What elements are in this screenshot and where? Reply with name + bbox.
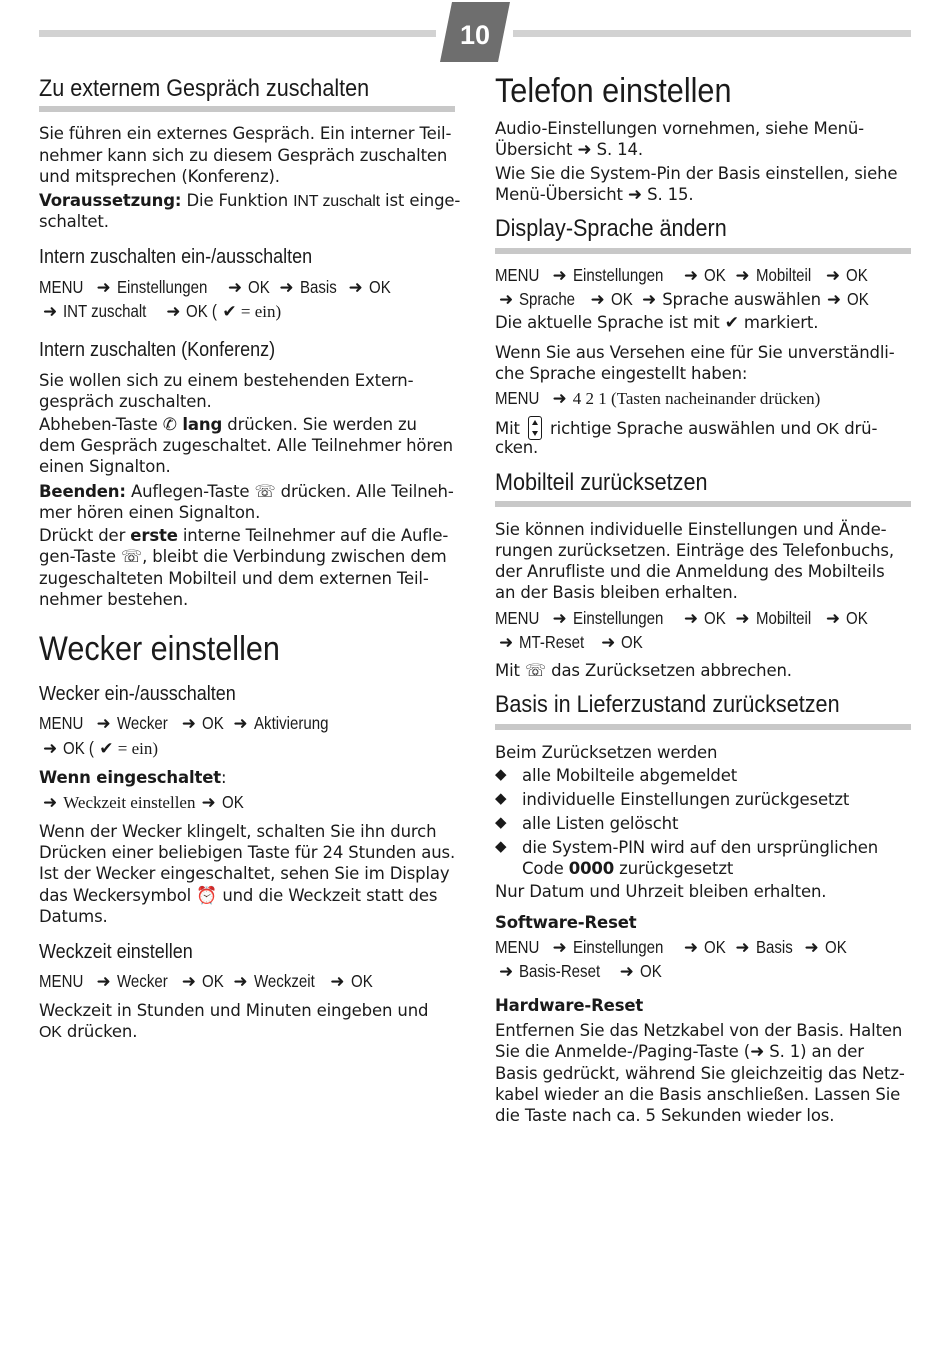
subheading-intern-ein-aus: Intern zuschalten ein-/ausschalten <box>39 246 313 268</box>
menu-path: ➜ Sprache ➜ OK ➜ Sprache auswählen ➜ OK <box>499 289 869 310</box>
para: Nur Datum und Uhrzeit bleiben erhalten. <box>495 882 827 901</box>
menu-path: MENU ➜ Wecker ➜ OK ➜ Aktivierung <box>39 713 329 734</box>
para: einen Signalton. <box>39 457 171 476</box>
hook-off-icon: ✆ <box>162 415 177 435</box>
para: gen-Taste ☏, bleibt die Verbindung zwischen dem <box>39 547 447 567</box>
list-item: ◆ alle Listen gelöscht <box>495 813 679 833</box>
para: und mitsprechen (Konferenz). <box>39 167 280 186</box>
heading-rule <box>495 501 911 507</box>
para: Sie wollen sich zu einem bestehenden Extern- <box>39 371 414 390</box>
arrow-icon: ➜ <box>683 609 699 629</box>
para: Menü-Übersicht ➜ S. 15. <box>495 185 694 205</box>
arrow-icon: ➜ <box>619 962 634 982</box>
arrow-icon: ➜ <box>43 302 58 322</box>
arrow-icon: ➜ <box>43 739 58 759</box>
para: Abheben-Taste ✆ lang drücken. Sie werden zu <box>39 415 417 435</box>
label-wenn-eingeschaltet: Wenn eingeschaltet: <box>39 768 227 787</box>
arrow-icon: ➜ <box>552 389 567 409</box>
heading-extern-zuschalten: Zu externem Gespräch zuschalten <box>39 75 370 102</box>
para: Sie können individuelle Einstellungen und Ände- <box>495 520 887 539</box>
diamond-icon: ◆ <box>495 765 507 783</box>
arrow-icon: ➜ <box>552 266 567 286</box>
para: die Taste nach ca. 5 Sekunden wieder los. <box>495 1106 835 1125</box>
heading-rule <box>495 248 911 254</box>
para: nehmer bestehen. <box>39 590 189 609</box>
menu-path: ➜ MT-Reset ➜ OK <box>499 632 644 653</box>
hook-on-icon: ☏ <box>120 547 143 567</box>
arrow-icon: ➜ <box>683 266 699 286</box>
subheading-wecker-ein-aus: Wecker ein-/ausschalten <box>39 683 236 705</box>
para: der Anrufliste und die Anmeldung des Mobilteils <box>495 562 885 581</box>
para: Basis gedrückt, während Sie gleichzeitig das Netz- <box>495 1064 905 1083</box>
header-rule-left <box>39 30 436 37</box>
label-hardware-reset: Hardware-Reset <box>495 996 644 1015</box>
para: Ist der Wecker eingeschaltet, sehen Sie im Display <box>39 864 450 883</box>
para: das Weckersymbol ⏰ und die Weckzeit statt des <box>39 886 438 906</box>
para: Mit richtige Sprache auswählen und OK drü- <box>495 416 877 440</box>
arrow-icon: ➜ <box>641 290 657 310</box>
check-icon: ✔ <box>99 739 114 759</box>
subheading-weckzeit: Weckzeit einstellen <box>39 941 193 963</box>
arrow-icon: ➜ <box>825 609 841 629</box>
heading-rule <box>39 106 455 112</box>
arrow-icon: ➜ <box>96 714 111 734</box>
menu-path: ➜ OK ( ✔ = ein) <box>43 738 159 759</box>
para: Entfernen Sie das Netzkabel von der Basis. Halten <box>495 1021 903 1040</box>
menu-path: MENU ➜ Wecker ➜ OK ➜ Weckzeit ➜ OK <box>39 971 373 992</box>
subheading-konferenz: Intern zuschalten (Konferenz) <box>39 339 276 361</box>
para: Sie führen ein externes Gespräch. Ein interner Teil- <box>39 124 452 143</box>
arrow-icon: ➜ <box>233 972 248 992</box>
arrow-icon: ➜ <box>601 633 616 653</box>
heading-rule <box>495 724 911 730</box>
menu-path: MENU ➜ 4 2 1 (Tasten nacheinander drücken) <box>495 388 821 409</box>
prerequisite: Voraussetzung: Die Funktion INT zuschalt ist einge- <box>39 191 461 210</box>
arrow-icon: ➜ <box>825 266 841 286</box>
para: gespräch zuschalten. <box>39 392 212 411</box>
heading-display-sprache: Display-Sprache ändern <box>495 215 727 242</box>
para: che Sprache eingestellt haben: <box>495 364 748 383</box>
para: OK drücken. <box>39 1022 138 1041</box>
arrow-icon: ➜ <box>683 938 699 958</box>
heading-wecker: Wecker einstellen <box>39 630 280 668</box>
arrow-icon: ➜ <box>499 290 514 310</box>
arrow-icon: ➜ <box>804 938 819 958</box>
diamond-icon: ◆ <box>495 837 507 855</box>
arrow-icon: ➜ <box>750 1042 765 1062</box>
para: an der Basis bleiben erhalten. <box>495 583 738 602</box>
arrow-icon: ➜ <box>181 972 197 992</box>
menu-path: ➜ Weckzeit einstellen ➜ OK <box>43 792 244 813</box>
para: Datums. <box>39 907 108 926</box>
menu-path: MENU ➜ Einstellungen ➜ OK ➜ Mobilteil ➜ OK <box>495 265 868 286</box>
list-item: ◆ alle Mobilteile abgemeldet <box>495 765 738 785</box>
arrow-icon: ➜ <box>43 793 58 813</box>
arrow-icon: ➜ <box>552 609 567 629</box>
arrow-icon: ➜ <box>181 714 197 734</box>
arrow-icon: ➜ <box>627 185 643 205</box>
para: mer hören einen Signalton. <box>39 503 261 522</box>
diamond-icon: ◆ <box>495 813 507 831</box>
heading-telefon-einstellen: Telefon einstellen <box>495 72 732 110</box>
header-rule-right <box>513 30 911 37</box>
arrow-icon: ➜ <box>735 609 750 629</box>
para: Audio-Einstellungen vornehmen, siehe Menü- <box>495 119 864 138</box>
check-icon: ✔ <box>222 302 237 322</box>
list-item: ◆ die System-PIN wird auf den ursprünglichen Code 0000 zurückgesetzt <box>495 837 879 878</box>
para: zugeschalteten Mobilteil und dem externen Teil- <box>39 569 429 588</box>
arrow-icon: ➜ <box>201 793 216 813</box>
hook-on-icon: ☏ <box>524 661 547 681</box>
para: Weckzeit in Stunden und Minuten eingeben und <box>39 1001 429 1020</box>
diamond-icon: ◆ <box>495 789 507 807</box>
arrow-icon: ➜ <box>577 140 592 160</box>
para: schaltet. <box>39 212 109 231</box>
para: cken. <box>495 438 539 457</box>
para: Die aktuelle Sprache ist mit ✔ markiert. <box>495 313 819 333</box>
menu-path: ➜ Basis-Reset ➜ OK <box>499 961 662 982</box>
para: Drückt der erste interne Teilnehmer auf die Aufle- <box>39 526 449 545</box>
para: Übersicht ➜ S. 14. <box>495 140 643 160</box>
para: Mit ☏ das Zurücksetzen abbrechen. <box>495 661 792 681</box>
alarm-clock-icon: ⏰ <box>196 886 218 906</box>
arrow-icon: ➜ <box>348 278 363 298</box>
menu-path: MENU ➜ Einstellungen ➜ OK ➜ Basis ➜ OK <box>495 937 847 958</box>
arrow-icon: ➜ <box>735 938 750 958</box>
para: Drücken einer beliebigen Taste für 24 Stunden aus. <box>39 843 456 862</box>
arrow-icon: ➜ <box>590 290 605 310</box>
arrow-icon: ➜ <box>166 302 181 322</box>
check-icon: ✔ <box>724 313 739 333</box>
menu-path: MENU ➜ Einstellungen ➜ OK ➜ Basis ➜ OK <box>39 277 391 298</box>
heading-basis-reset: Basis in Lieferzustand zurücksetzen <box>495 691 840 718</box>
arrow-icon: ➜ <box>233 714 248 734</box>
para: dem Gespräch zugeschaltet. Alle Teilnehmer hören <box>39 436 453 455</box>
page-number-badge <box>440 2 510 62</box>
page-number: 10 <box>459 20 491 50</box>
para: Wie Sie die System-Pin der Basis einstellen, siehe <box>495 164 898 183</box>
hook-on-icon: ☏ <box>254 482 276 502</box>
arrow-icon: ➜ <box>227 278 243 298</box>
arrow-icon: ➜ <box>826 290 842 310</box>
para: Beim Zurücksetzen werden <box>495 743 718 762</box>
label-software-reset: Software-Reset <box>495 913 637 932</box>
arrow-icon: ➜ <box>330 972 345 992</box>
para: Wenn der Wecker klingelt, schalten Sie ihn durch <box>39 822 437 841</box>
para: nehmer kann sich zu diesem Gespräch zuschalten <box>39 146 448 165</box>
menu-path: MENU ➜ Einstellungen ➜ OK ➜ Mobilteil ➜ OK <box>495 608 868 629</box>
para: Wenn Sie aus Versehen eine für Sie unverständli- <box>495 343 895 362</box>
arrow-icon: ➜ <box>552 938 567 958</box>
arrow-icon: ➜ <box>735 266 750 286</box>
arrow-icon: ➜ <box>96 972 111 992</box>
para: kabel wieder an die Basis anschließen. Lassen Sie <box>495 1085 901 1104</box>
para: Beenden: Auflegen-Taste ☏ drücken. Alle Teilneh- <box>39 482 454 502</box>
arrow-icon: ➜ <box>279 278 294 298</box>
heading-mobilteil-reset: Mobilteil zurücksetzen <box>495 469 708 496</box>
para: rungen zurücksetzen. Einträge des Telefonbuchs, <box>495 541 894 560</box>
arrow-icon: ➜ <box>499 962 514 982</box>
para: Sie die Anmelde-/Paging-Taste (➜ S. 1) an der <box>495 1042 864 1062</box>
list-item: ◆ individuelle Einstellungen zurückgesetzt <box>495 789 850 809</box>
menu-path: ➜ INT zuschalt ➜ OK ( ✔ = ein) <box>43 301 282 322</box>
arrow-icon: ➜ <box>96 278 111 298</box>
arrow-icon: ➜ <box>499 633 514 653</box>
